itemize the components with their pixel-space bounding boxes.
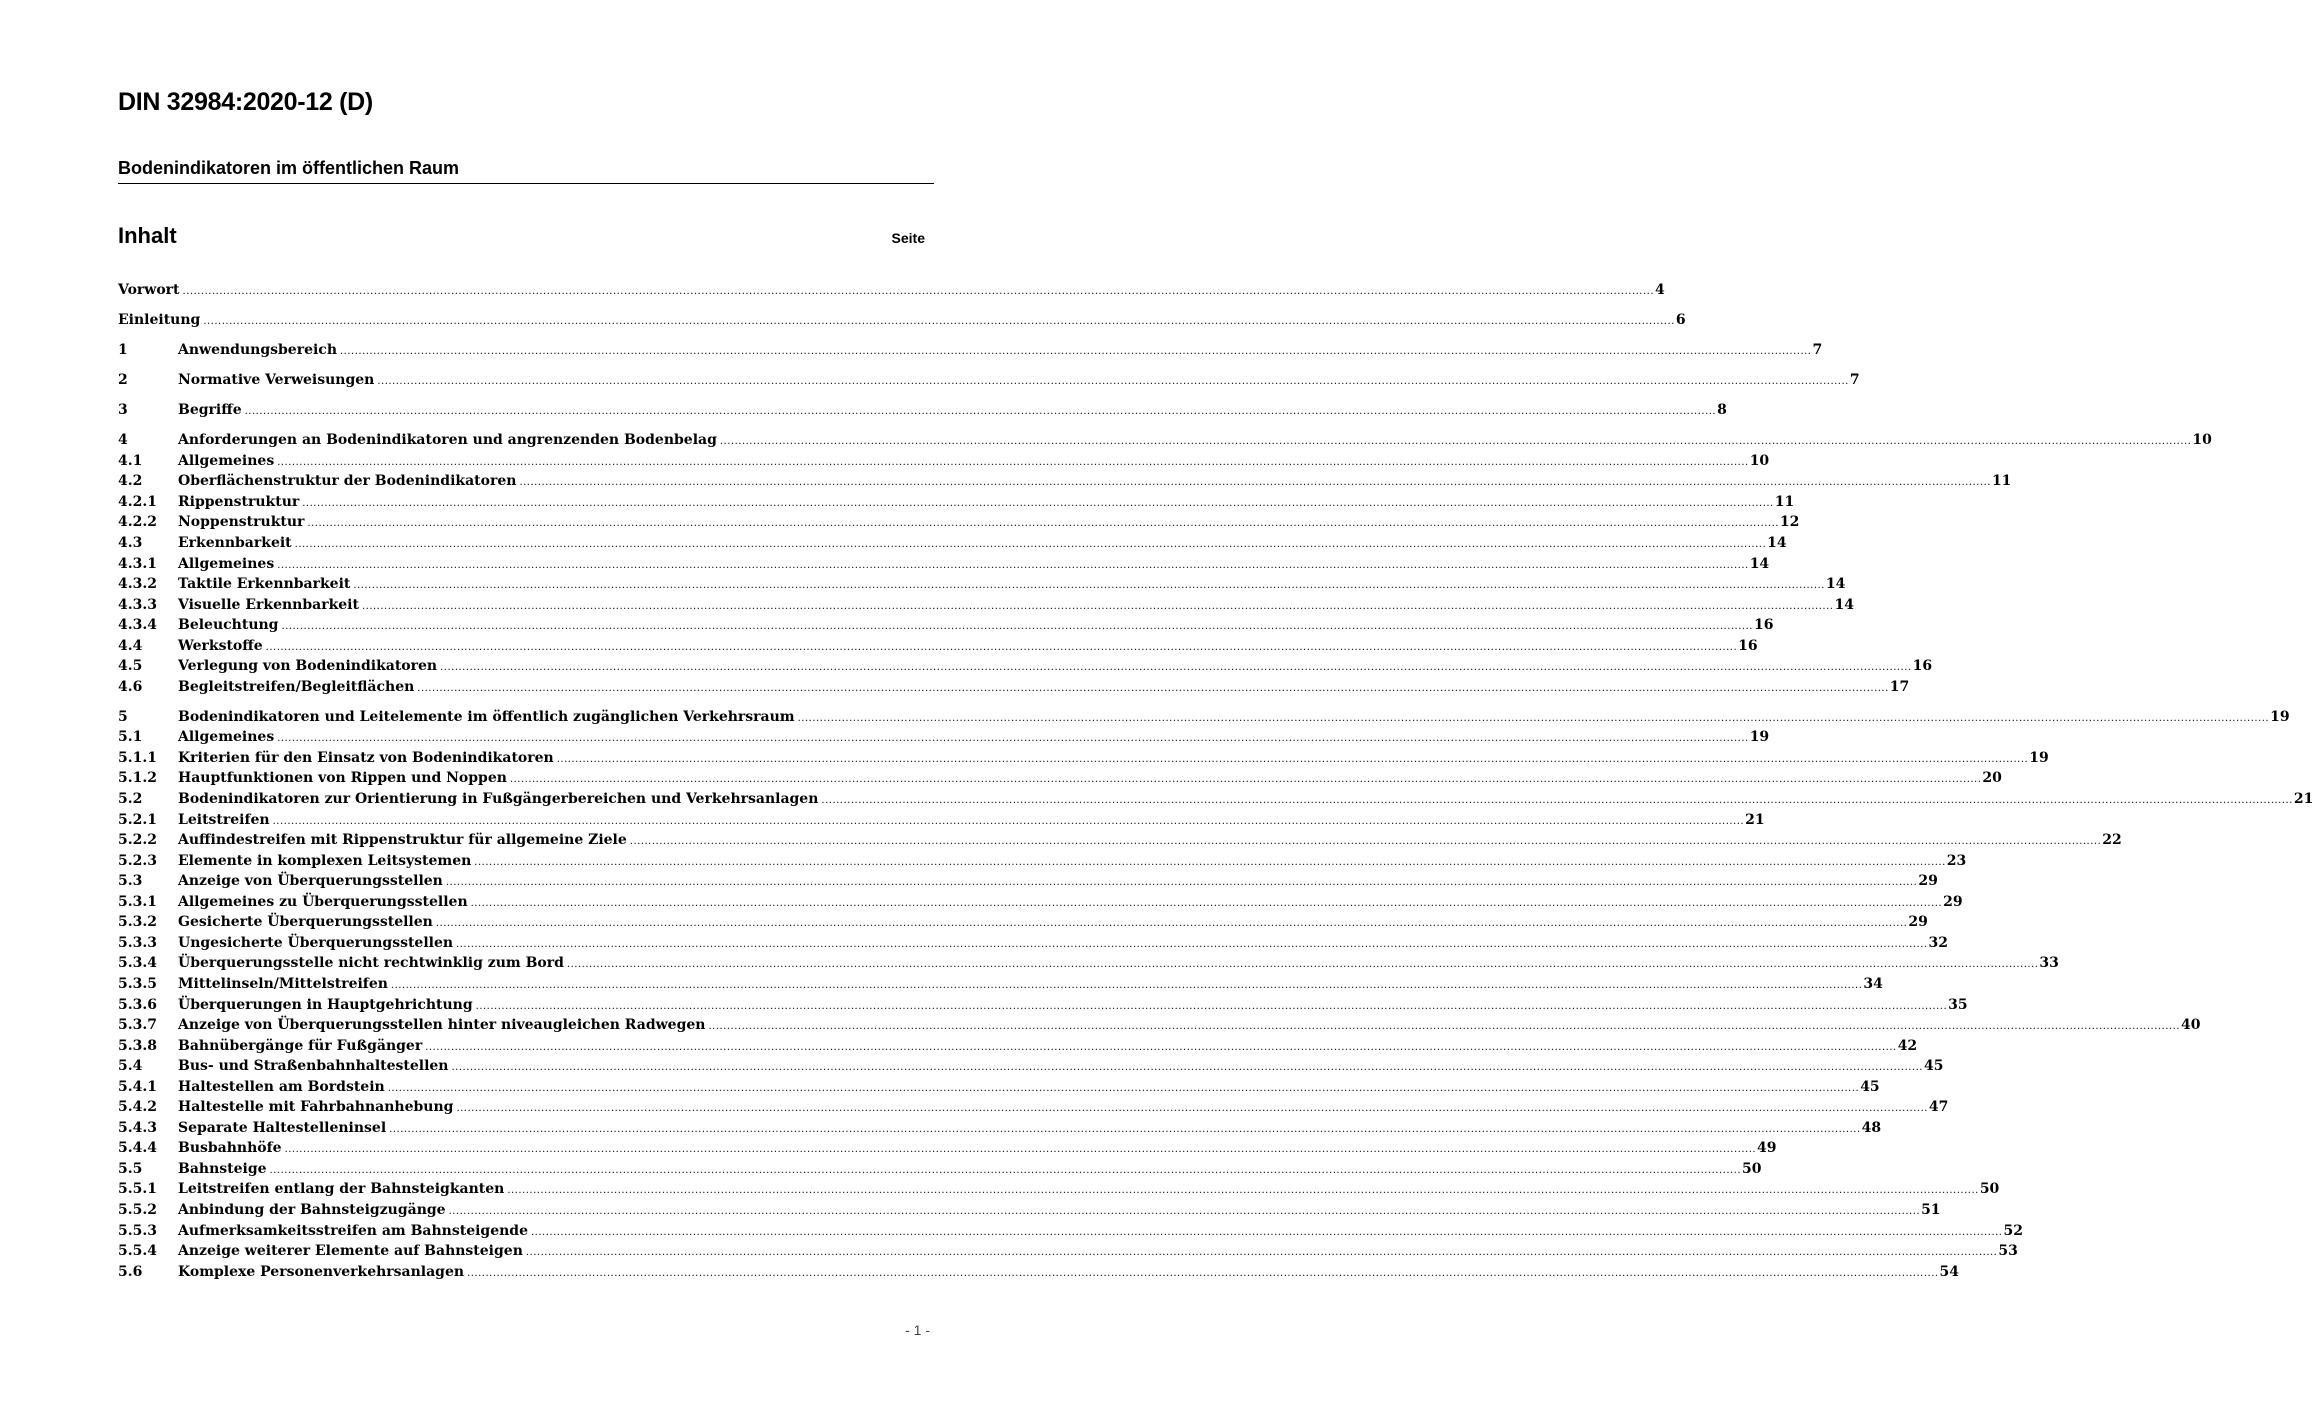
toc-entry[interactable]: [118, 310, 1686, 331]
toc-dot-leader: ................................................................................................................................................................................................................................................................................................................................................................................................................: [284, 1144, 1757, 1156]
toc-dot-leader: ................................................................................................................................................................................................................................................................................................................................................................................................................: [566, 959, 2039, 971]
toc-dot-leader: ................................................................................................................................................................................................................................................................................................................................................................................................................: [556, 753, 2029, 765]
toc-entry-page: 16: [1753, 617, 1774, 634]
toc-dot-leader: ................................................................................................................................................................................................................................................................................................................................................................................................................: [797, 712, 2270, 724]
toc-entry-title: Gesicherte Überquerungsstellen: [178, 914, 433, 931]
toc-dot-leader: ................................................................................................................................................................................................................................................................................................................................................................................................................: [417, 682, 1889, 694]
toc-entry-page: 49: [1757, 1140, 1777, 1157]
toc-entry-page: 34: [1863, 975, 1883, 992]
toc-entry-title: Hauptfunktionen von Rippen und Noppen: [178, 770, 507, 787]
toc-entry[interactable]: [118, 636, 1758, 657]
toc-entry-title: Haltestellen am Bordstein: [178, 1078, 385, 1095]
toc-entry-page: 35: [1948, 996, 1968, 1013]
toc-entry-page: 54: [1939, 1263, 1960, 1280]
toc-entry-page: 14: [1749, 555, 1770, 572]
toc-entry-page: 32: [1928, 934, 1949, 951]
toc-entry-title: Begleitstreifen/Begleitflächen: [178, 678, 415, 695]
toc-entry-number: 5.6: [118, 1263, 143, 1280]
footer-page-number: - 1 -: [905, 1322, 930, 1338]
toc-entry-title: Leitstreifen entlang der Bahnsteigkanten: [178, 1181, 505, 1198]
toc-entry-title: Aufmerksamkeitsstreifen am Bahnsteigende: [178, 1222, 528, 1239]
toc-dot-leader: ................................................................................................................................................................................................................................................................................................................................................................................................................: [507, 1185, 1979, 1197]
toc-entry[interactable]: [118, 748, 2049, 769]
toc-entry-title: Anzeige weiterer Elemente auf Bahnsteigen: [178, 1243, 523, 1260]
toc-entry-title: Kriterien für den Einsatz von Bodenindikatoren: [178, 749, 554, 766]
toc-entry-page: 20: [1982, 770, 2002, 787]
toc-dot-leader: ................................................................................................................................................................................................................................................................................................................................................................................................................: [389, 1123, 1861, 1135]
toc-entry-number: 5.3.8: [118, 1037, 157, 1054]
toc-entry-number: 4.3.3: [118, 596, 157, 613]
toc-entry-title: Anzeige von Überquerungsstellen: [178, 873, 443, 890]
toc-entry-title: Allgemeines: [178, 452, 275, 469]
toc-entry[interactable]: [118, 574, 1846, 595]
toc-entry-page: 10: [2192, 432, 2212, 449]
toc-entry-number: 3: [118, 402, 128, 419]
toc-entry-number: 5.4: [118, 1058, 143, 1075]
toc-dot-leader: ................................................................................................................................................................................................................................................................................................................................................................................................................: [467, 1267, 1939, 1279]
table-of-contents: [118, 280, 2313, 1282]
toc-entry-page: 21: [2293, 791, 2313, 808]
toc-entry[interactable]: [118, 830, 2122, 851]
toc-entry[interactable]: [118, 912, 1928, 933]
toc-entry[interactable]: [118, 1097, 1949, 1118]
toc-dot-leader: ................................................................................................................................................................................................................................................................................................................................................................................................................: [265, 641, 1738, 653]
toc-dot-leader: ................................................................................................................................................................................................................................................................................................................................................................................................................: [277, 559, 1749, 571]
toc-entry-title: Beleuchtung: [178, 617, 279, 634]
toc-entry[interactable]: [118, 1159, 1762, 1180]
toc-entry-number: 5.3.6: [118, 996, 157, 1013]
toc-entry-number: 5.2.3: [118, 852, 157, 869]
toc-entry-number: 5.4.3: [118, 1119, 157, 1136]
toc-entry-number: 5.4.1: [118, 1078, 157, 1095]
toc-entry-number: 4.1: [118, 452, 143, 469]
toc-entry[interactable]: [118, 1179, 2000, 1200]
toc-entry-number: 4.6: [118, 678, 143, 695]
toc-dot-leader: ................................................................................................................................................................................................................................................................................................................................................................................................................: [821, 795, 2293, 807]
toc-entry-page: 21: [1745, 811, 1765, 828]
toc-entry-title: Auffindestreifen mit Rippenstruktur für allgemeine Ziele: [178, 832, 627, 849]
document-subtitle: Bodenindikatoren im öffentlichen Raum: [118, 158, 460, 178]
toc-entry-title: Anbindung der Bahnsteigzugänge: [178, 1201, 446, 1218]
toc-entry-page: 10: [1749, 452, 1770, 469]
toc-entry-page: 11: [1991, 473, 2012, 490]
page-column-label: Seite: [891, 230, 925, 246]
toc-entry-title: Haltestelle mit Fahrbahnanhebung: [178, 1099, 454, 1116]
toc-dot-leader: ................................................................................................................................................................................................................................................................................................................................................................................................................: [451, 1062, 1923, 1074]
toc-entry-title: Vorwort: [118, 282, 180, 298]
toc-dot-leader: ................................................................................................................................................................................................................................................................................................................................................................................................................: [353, 580, 1825, 592]
toc-dot-leader: ................................................................................................................................................................................................................................................................................................................................................................................................................: [470, 897, 1943, 909]
toc-entry-number: 4.2.1: [118, 493, 157, 510]
toc-entry-title: Taktile Erkennbarkeit: [178, 576, 351, 593]
toc-entry[interactable]: [118, 533, 1787, 554]
toc-entry-page: 14: [1825, 576, 1846, 593]
toc-entry-title: Noppenstruktur: [178, 514, 305, 531]
toc-entry-number: 5.2.1: [118, 811, 157, 828]
toc-entry-number: 5.4.4: [118, 1140, 157, 1157]
toc-entry[interactable]: [118, 1118, 1882, 1139]
toc-entry-page: 7: [1849, 372, 1860, 389]
toc-entry-number: 4.2: [118, 473, 143, 490]
toc-heading: Inhalt: [118, 223, 177, 248]
toc-entry-number: 5.5: [118, 1160, 143, 1177]
toc-entry-title: Anforderungen an Bodenindikatoren und angrenzenden Bodenbelag: [178, 432, 717, 449]
toc-entry[interactable]: [118, 1138, 1777, 1159]
header-divider: [118, 183, 934, 184]
toc-entry-title: Normative Verweisungen: [178, 372, 375, 389]
toc-entry[interactable]: [118, 974, 1883, 995]
toc-entry-number: 5.1.2: [118, 770, 157, 787]
toc-entry-title: Separate Haltestelleninsel: [178, 1119, 387, 1136]
toc-entry-number: 5.3.5: [118, 975, 157, 992]
toc-entry-number: 5.3.4: [118, 955, 157, 972]
toc-entry[interactable]: [118, 953, 2059, 974]
toc-dot-leader: ................................................................................................................................................................................................................................................................................................................................................................................................................: [244, 406, 1717, 418]
toc-entry-page: 47: [1928, 1099, 1949, 1116]
toc-entry-page: 8: [1717, 402, 1727, 419]
toc-entry[interactable]: [118, 492, 1795, 513]
toc-entry[interactable]: [118, 512, 1800, 533]
toc-dot-leader: ................................................................................................................................................................................................................................................................................................................................................................................................................: [425, 1041, 1897, 1053]
toc-dot-leader: ................................................................................................................................................................................................................................................................................................................................................................................................................: [302, 497, 1774, 509]
toc-entry-title: Überquerungen in Hauptgehrichtung: [178, 996, 473, 1013]
toc-entry-page: 19: [2029, 749, 2049, 766]
toc-entry-page: 14: [1834, 596, 1854, 613]
toc-entry-page: 19: [1749, 729, 1770, 746]
toc-entry-number: 5.5.4: [118, 1243, 157, 1260]
toc-dot-leader: ................................................................................................................................................................................................................................................................................................................................................................................................................: [277, 456, 1749, 468]
toc-entry-number: 4.4: [118, 637, 143, 654]
toc-entry-page: 33: [2039, 955, 2059, 972]
toc-entry-page: 14: [1767, 534, 1787, 551]
toc-dot-leader: ................................................................................................................................................................................................................................................................................................................................................................................................................: [269, 1164, 1742, 1176]
toc-dot-leader: ................................................................................................................................................................................................................................................................................................................................................................................................................: [377, 376, 1849, 388]
toc-dot-leader: ................................................................................................................................................................................................................................................................................................................................................................................................................: [272, 815, 1745, 827]
toc-entry-page: 29: [1943, 893, 1963, 910]
toc-entry-page: 45: [1860, 1078, 1880, 1095]
toc-entry[interactable]: [118, 851, 1967, 872]
toc-entry-title: Einleitung: [118, 312, 201, 329]
toc-entry-number: 5.5.3: [118, 1222, 157, 1239]
toc-entry-title: Anwendungsbereich: [178, 342, 337, 359]
toc-entry-page: 12: [1779, 514, 1800, 531]
toc-entry-title: Verlegung von Bodenindikatoren: [178, 658, 438, 675]
toc-entry-number: 5: [118, 708, 128, 725]
toc-dot-leader: ................................................................................................................................................................................................................................................................................................................................................................................................................: [440, 662, 1912, 674]
toc-entry-page: 6: [1675, 312, 1686, 329]
toc-dot-leader: ................................................................................................................................................................................................................................................................................................................................................................................................................: [629, 836, 2102, 848]
toc-entry-title: Komplexe Personenverkehrsanlagen: [178, 1263, 465, 1280]
toc-dot-leader: ................................................................................................................................................................................................................................................................................................................................................................................................................: [456, 938, 1928, 950]
toc-entry[interactable]: [118, 430, 2212, 451]
toc-entry[interactable]: [118, 707, 2290, 728]
toc-entry-page: 53: [1998, 1243, 2018, 1260]
toc-entry-page: 17: [1889, 678, 1910, 695]
toc-entry-page: 22: [2102, 832, 2122, 849]
toc-entry-page: 45: [1923, 1058, 1944, 1075]
toc-entry[interactable]: [118, 1036, 1918, 1057]
toc-entry-page: 16: [1912, 658, 1933, 675]
toc-entry-page: 40: [2180, 1017, 2201, 1034]
toc-dot-leader: ................................................................................................................................................................................................................................................................................................................................................................................................................: [307, 518, 1779, 530]
toc-entry-title: Ungesicherte Überquerungsstellen: [178, 934, 454, 951]
toc-entry[interactable]: [118, 656, 1933, 677]
toc-entry[interactable]: [118, 1056, 1944, 1077]
toc-entry[interactable]: [118, 677, 1910, 698]
toc-dot-leader: ................................................................................................................................................................................................................................................................................................................................................................................................................: [281, 621, 1753, 633]
toc-entry-number: 5.1.1: [118, 749, 157, 766]
toc-entry-page: 48: [1861, 1119, 1882, 1136]
toc-dot-leader: ................................................................................................................................................................................................................................................................................................................................................................................................................: [340, 346, 1812, 358]
toc-dot-leader: ................................................................................................................................................................................................................................................................................................................................................................................................................: [719, 436, 2192, 448]
toc-entry-number: 5.3.7: [118, 1017, 157, 1034]
toc-entry-page: 29: [1908, 914, 1928, 931]
toc-dot-leader: ................................................................................................................................................................................................................................................................................................................................................................................................................: [708, 1021, 2180, 1033]
toc-entry-number: 4.2.2: [118, 514, 157, 531]
toc-entry-number: 4.3.1: [118, 555, 157, 572]
toc-dot-leader: ................................................................................................................................................................................................................................................................................................................................................................................................................: [203, 316, 1675, 328]
toc-entry[interactable]: [118, 810, 1765, 831]
toc-entry[interactable]: [118, 933, 1949, 954]
toc-entry-number: 5.5.1: [118, 1181, 157, 1198]
toc-entry[interactable]: [118, 727, 1770, 748]
toc-dot-leader: ................................................................................................................................................................................................................................................................................................................................................................................................................: [182, 286, 1655, 297]
toc-dot-leader: ................................................................................................................................................................................................................................................................................................................................................................................................................: [390, 979, 1863, 991]
toc-entry-number: 5.3.2: [118, 914, 157, 931]
toc-entry-title: Mittelinseln/Mittelstreifen: [178, 975, 388, 992]
toc-entry-number: 5.2.2: [118, 832, 157, 849]
toc-entry[interactable]: [118, 615, 1774, 636]
toc-entry-title: Erkennbarkeit: [178, 534, 292, 551]
toc-entry-title: Bahnsteige: [178, 1160, 267, 1177]
toc-dot-leader: ................................................................................................................................................................................................................................................................................................................................................................................................................: [435, 918, 1908, 930]
toc-dot-leader: ................................................................................................................................................................................................................................................................................................................................................................................................................: [475, 1000, 1948, 1012]
toc-entry-number: 4.3.2: [118, 576, 157, 593]
toc-entry[interactable]: [118, 340, 1823, 361]
toc-dot-leader: ................................................................................................................................................................................................................................................................................................................................................................................................................: [445, 877, 1918, 889]
toc-entry-title: Rippenstruktur: [178, 493, 300, 510]
toc-entry[interactable]: [118, 871, 1938, 892]
toc-entry[interactable]: [118, 400, 1727, 421]
toc-entry-title: Bus- und Straßenbahnhaltestellen: [178, 1058, 449, 1075]
document-id: DIN 32984:2020-12 (D): [118, 88, 373, 116]
toc-entry[interactable]: [118, 1221, 2023, 1242]
toc-entry-page: 29: [1918, 873, 1938, 890]
toc-entry-number: 5.3.3: [118, 934, 157, 951]
toc-entry-number: 5.1: [118, 729, 143, 746]
toc-dot-leader: ................................................................................................................................................................................................................................................................................................................................................................................................................: [387, 1082, 1860, 1094]
toc-entry-page: 4: [1655, 282, 1665, 298]
toc-entry-page: 51: [1921, 1201, 1941, 1218]
toc-entry-page: 19: [2270, 708, 2290, 725]
toc-entry-title: Anzeige von Überquerungsstellen hinter niveaugleichen Radwegen: [178, 1017, 706, 1034]
toc-dot-leader: ................................................................................................................................................................................................................................................................................................................................................................................................................: [474, 856, 1946, 868]
toc-entry-number: 5.2: [118, 791, 143, 808]
toc-entry[interactable]: [118, 1200, 1941, 1221]
toc-entry[interactable]: [118, 1262, 1960, 1283]
toc-entry[interactable]: [118, 1241, 2018, 1262]
toc-entry-title: Allgemeines: [178, 555, 275, 572]
toc-entry-number: 5.3: [118, 873, 143, 890]
toc-entry[interactable]: [118, 370, 1860, 391]
toc-entry[interactable]: [118, 280, 1665, 301]
toc-entry-title: Oberflächenstruktur der Bodenindikatoren: [178, 473, 517, 490]
toc-dot-leader: ................................................................................................................................................................................................................................................................................................................................................................................................................: [456, 1103, 1928, 1115]
toc-entry-number: 4.3.4: [118, 617, 157, 634]
toc-entry-page: 7: [1812, 342, 1823, 359]
toc-entry[interactable]: [118, 595, 1854, 616]
toc-entry-page: 52: [2003, 1222, 2023, 1239]
toc-entry-page: 23: [1946, 852, 1967, 869]
toc-entry-page: 11: [1774, 493, 1795, 510]
toc-entry[interactable]: [118, 471, 2012, 492]
toc-entry[interactable]: [118, 789, 2313, 810]
toc-entry-number: 5.5.2: [118, 1201, 157, 1218]
toc-entry-title: Bodenindikatoren zur Orientierung in Fußgängerbereichen und Verkehrsanlagen: [178, 791, 819, 808]
toc-entry-number: 1: [118, 342, 128, 359]
toc-entry-title: Busbahnhöfe: [178, 1140, 282, 1157]
toc-entry[interactable]: [118, 995, 1968, 1016]
toc-entry-title: Visuelle Erkennbarkeit: [178, 596, 359, 613]
toc-entry-title: Elemente in komplexen Leitsystemen: [178, 852, 472, 869]
toc-entry[interactable]: [118, 554, 1770, 575]
toc-entry-title: Allgemeines: [178, 729, 275, 746]
toc-entry-number: 4.5: [118, 658, 143, 675]
toc-dot-leader: ................................................................................................................................................................................................................................................................................................................................................................................................................: [277, 733, 1749, 745]
toc-dot-leader: ................................................................................................................................................................................................................................................................................................................................................................................................................: [361, 600, 1834, 612]
toc-entry-title: Leitstreifen: [178, 811, 270, 828]
toc-dot-leader: ................................................................................................................................................................................................................................................................................................................................................................................................................: [519, 477, 1991, 489]
toc-entry-title: Allgemeines zu Überquerungsstellen: [178, 893, 468, 910]
toc-entry-number: 5.3.1: [118, 893, 157, 910]
toc-entry[interactable]: [118, 892, 1963, 913]
toc-entry-title: Überquerungsstelle nicht rechtwinklig zum Bord: [178, 955, 564, 972]
toc-entry[interactable]: [118, 768, 2002, 789]
toc-entry[interactable]: [118, 1077, 1880, 1098]
toc-entry-number: 4: [118, 432, 128, 449]
toc-entry[interactable]: [118, 1015, 2201, 1036]
toc-dot-leader: ................................................................................................................................................................................................................................................................................................................................................................................................................: [294, 538, 1767, 550]
toc-dot-leader: ................................................................................................................................................................................................................................................................................................................................................................................................................: [531, 1226, 2003, 1238]
toc-entry-title: Werkstoffe: [178, 637, 263, 654]
toc-entry-page: 50: [1979, 1181, 2000, 1198]
toc-entry-number: 4.3: [118, 534, 143, 551]
toc-dot-leader: ................................................................................................................................................................................................................................................................................................................................................................................................................: [509, 774, 1982, 786]
toc-entry-page: 50: [1742, 1160, 1762, 1177]
toc-entry-title: Begriffe: [178, 402, 242, 419]
toc-entry-number: 2: [118, 372, 128, 389]
toc-entry-title: Bodenindikatoren und Leitelemente im öffentlich zugänglichen Verkehrsraum: [178, 708, 795, 725]
toc-dot-leader: ................................................................................................................................................................................................................................................................................................................................................................................................................: [525, 1247, 1998, 1259]
toc-entry[interactable]: [118, 451, 1770, 472]
toc-entry-page: 42: [1897, 1037, 1918, 1054]
toc-dot-leader: ................................................................................................................................................................................................................................................................................................................................................................................................................: [448, 1205, 1921, 1217]
toc-entry-number: 5.4.2: [118, 1099, 157, 1116]
toc-entry-page: 16: [1738, 637, 1758, 654]
toc-entry-title: Bahnübergänge für Fußgänger: [178, 1037, 423, 1054]
